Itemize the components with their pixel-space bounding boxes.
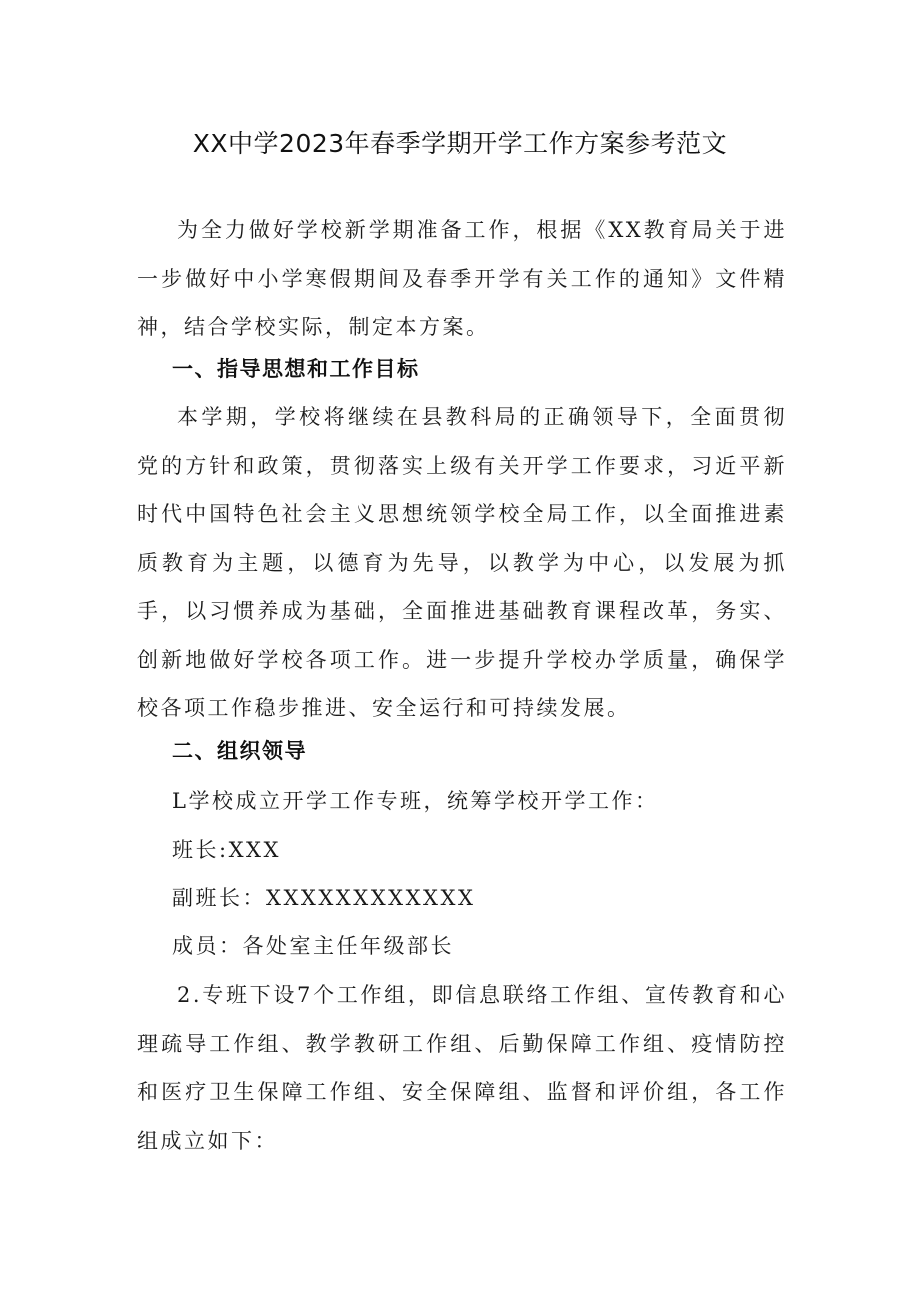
- org-leader: 班长:XXX: [172, 838, 281, 862]
- section-2-heading: 二、组织领导: [172, 739, 307, 763]
- org-item-1: L学校成立开学工作专班，统筹学校开学工作：: [172, 789, 659, 813]
- document-title: XX中学2023年春季学期开学工作方案参考范文: [192, 129, 728, 158]
- org-item-2-paragraph: 2.专班下设7个工作组，即信息联络工作组、宣传教育和心理疏导工作组、教学教研工作组、后勤保障工作组、疫情防控和医疗卫生保障工作组、安全保障组、监督和评价组，各工作组成立如下：: [137, 983, 787, 1153]
- section-1-paragraph: 本学期，学校将继续在县教科局的正确领导下，全面贯彻党的方针和政策，贯彻落实上级有关开学工作要求，习近平新时代中国特色社会主义思想统领学校全局工作，以全面推进素质教育为主题，以德育为先导，以教学为中心，以发展为抓手，以习惯养成为基础，全面推进基础教育课程改革，务实、创新地做好学校各项工作。进一步提升学校办学质量，确保学校各项工作稳步推进、安全运行和可持续发展。: [137, 405, 787, 720]
- org-members: 成员：各处室主任年级部长: [172, 934, 454, 958]
- org-deputy-leader: 副班长：XXXXXXXXXXXX: [172, 886, 476, 910]
- intro-paragraph: 为全力做好学校新学期准备工作，根据《XX教育局关于进一步做好中小学寒假期间及春季开学有关工作的通知》文件精神，结合学校实际，制定本方案。: [137, 218, 787, 339]
- section-1-heading: 一、指导思想和工作目标: [172, 357, 420, 381]
